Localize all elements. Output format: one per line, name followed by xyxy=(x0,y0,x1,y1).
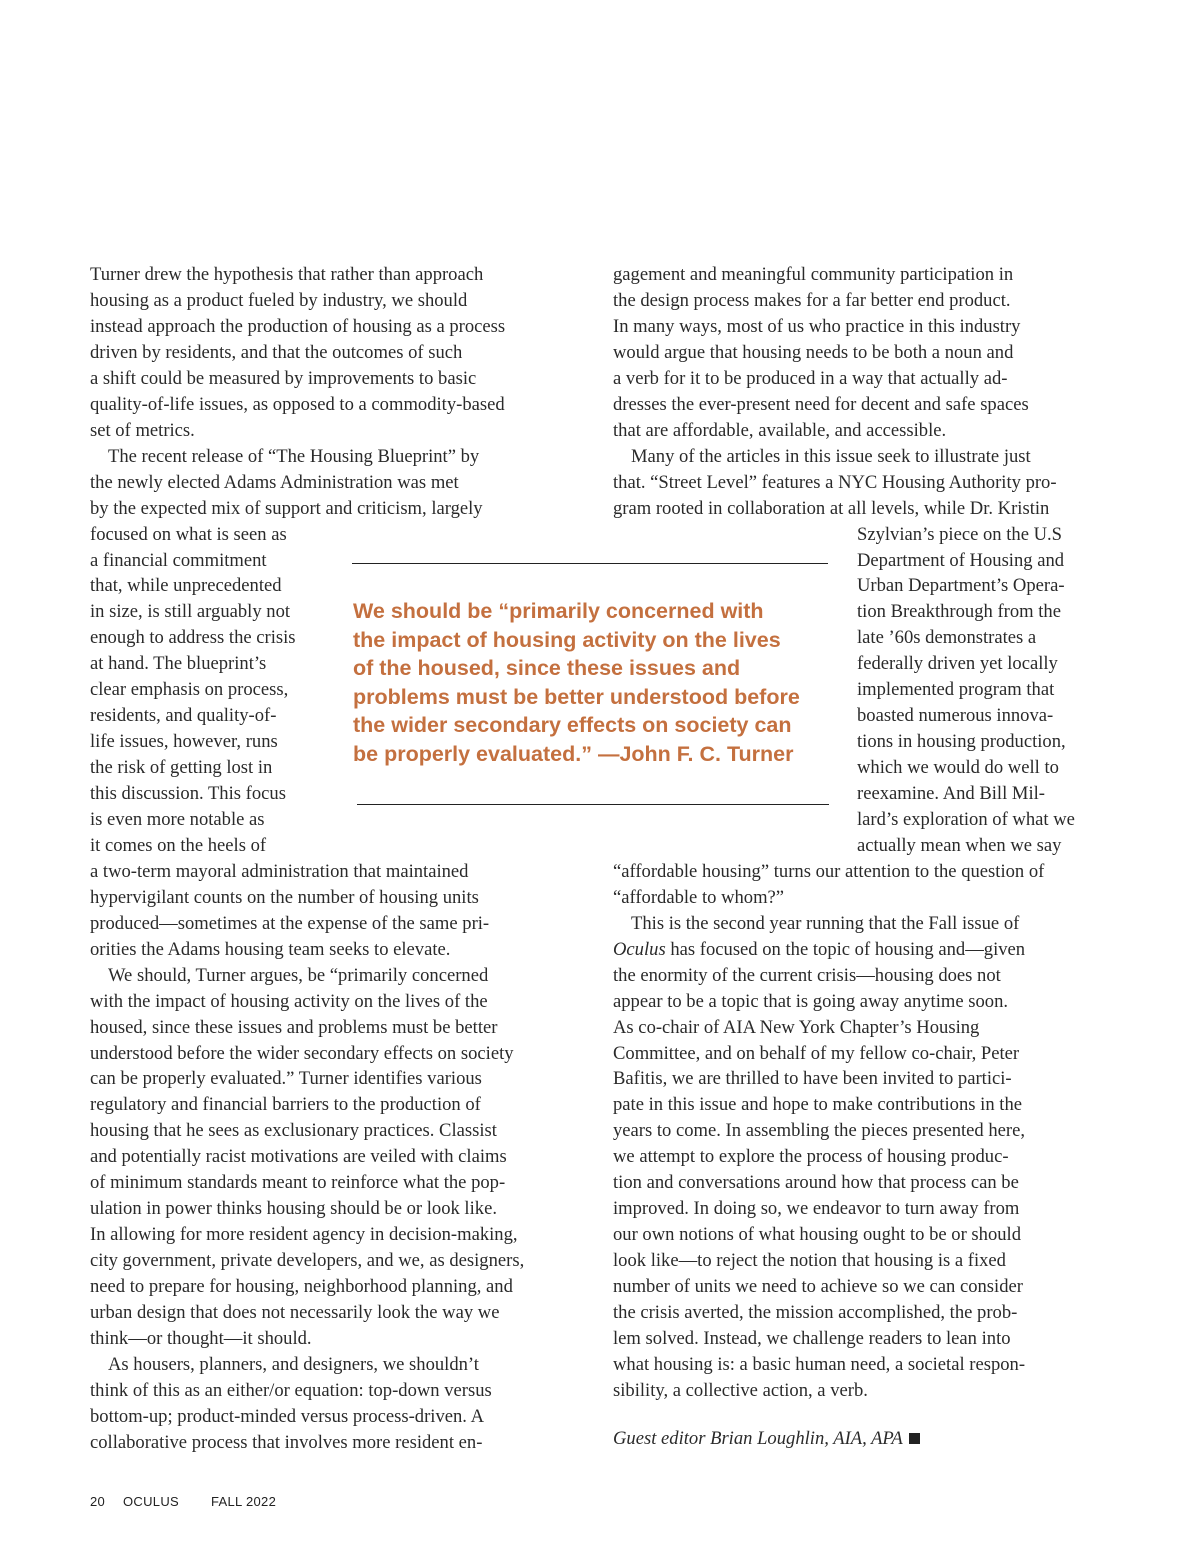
end-mark-icon xyxy=(909,1433,920,1444)
pull-quote-top-rule xyxy=(352,563,828,564)
editor-signature xyxy=(613,1426,920,1452)
text-line: it comes on the heels of xyxy=(90,834,267,856)
text-line: instead approach the production of housing as a process xyxy=(90,315,506,337)
text-line: driven by residents, and that the outcomes of such xyxy=(90,341,463,363)
text-line: Turner drew the hypothesis that rather than approach xyxy=(90,264,484,285)
text-line: years to come. In assembling the pieces presented here, xyxy=(613,1120,1026,1142)
text-line: quality-of-life issues, as opposed to a commodity-based xyxy=(90,393,505,415)
text-line: need to prepare for housing, neighborhood planning, and xyxy=(90,1276,513,1297)
text-line: by the expected mix of support and criticism, largely xyxy=(90,497,483,519)
text-line: look like—to reject the notion that housing is a fixed xyxy=(613,1250,1006,1272)
text-line: “affordable to whom?” xyxy=(613,886,785,908)
text-line: boasted numerous innova- xyxy=(857,705,1054,727)
pull-quote-line: the wider secondary effects on society can xyxy=(353,713,792,738)
text-line: This is the second year running that the Fall issue of xyxy=(631,912,1020,934)
text-line xyxy=(613,937,1025,963)
text-line: dresses the ever-present need for decent and safe spaces xyxy=(613,393,1029,415)
text-line: ulation in power thinks housing should be or look like. xyxy=(90,1198,497,1220)
text-line: Committee, and on behalf of my fellow co-chair, Peter xyxy=(613,1042,1020,1064)
text-line: improved. In doing so, we endeavor to turn away from xyxy=(613,1198,1020,1220)
pull-quote-line: problems must be better understood before xyxy=(353,684,800,709)
text-line: of minimum standards meant to reinforce what the pop- xyxy=(90,1172,506,1194)
text-line: We should, Turner argues, be “primarily concerned xyxy=(108,964,489,986)
text-line: tions in housing production, xyxy=(857,731,1066,753)
page-number: 20 xyxy=(90,1494,106,1509)
text-line: Bafitis, we are thrilled to have been invited to partici- xyxy=(613,1068,1012,1090)
text-line: clear emphasis on process, xyxy=(90,679,289,701)
text-line: pate in this issue and hope to make contributions in the xyxy=(613,1094,1022,1116)
text-line: think—or thought—it should. xyxy=(90,1328,312,1349)
text-line: the crisis averted, the mission accomplished, the prob- xyxy=(613,1302,1018,1323)
text-line: Urban Department’s Opera- xyxy=(857,575,1065,597)
pull-quote-line: the impact of housing activity on the lives xyxy=(353,627,781,652)
text-line: our own notions of what housing ought to be or should xyxy=(613,1224,1022,1246)
text-line: housed, since these issues and problems must be better xyxy=(90,1016,498,1038)
text-line: with the impact of housing activity on the lives of the xyxy=(90,990,488,1012)
text-line: lem solved. Instead, we challenge readers to lean into xyxy=(613,1328,1011,1349)
text-line: that are affordable, available, and accessible. xyxy=(613,419,947,441)
text-line: the enormity of the current crisis—housing does not xyxy=(613,964,1001,986)
text-line: a financial commitment xyxy=(90,549,267,571)
text-line: bottom-up; product-minded versus process-driven. A xyxy=(90,1405,485,1427)
text-line-rest: has focused on the topic of housing and—given xyxy=(670,938,1026,960)
text-line: In allowing for more resident agency in decision-making, xyxy=(90,1224,518,1246)
text-line: Szylvian’s piece on the U.S xyxy=(857,523,1063,545)
text-line: we attempt to explore the process of housing produc- xyxy=(613,1146,1009,1168)
text-line: what housing is: a basic human need, a societal respon- xyxy=(613,1353,1026,1375)
text-line: think of this as an either/or equation: top-down versus xyxy=(90,1379,492,1401)
text-line: in size, is still arguably not xyxy=(90,601,291,623)
issue-label: FALL 2022 xyxy=(211,1494,277,1509)
text-line: enough to address the crisis xyxy=(90,627,296,649)
text-line: understood before the wider secondary effects on society xyxy=(90,1042,514,1064)
pull-quote-line: We should be “primarily concerned with xyxy=(353,599,764,623)
text-line: that, while unprecedented xyxy=(90,575,282,597)
pull-quote-line: of the housed, since these issues and xyxy=(353,656,741,681)
text-line: regulatory and financial barriers to the production of xyxy=(90,1094,481,1116)
text-line: gagement and meaningful community participation in xyxy=(613,264,1014,285)
text-line: gram rooted in collaboration at all levels, while Dr. Kristin xyxy=(613,497,1050,519)
text-line: which we would do well to xyxy=(857,757,1059,778)
text-line: collaborative process that involves more resident en- xyxy=(90,1431,483,1453)
text-line: As co-chair of AIA New York Chapter’s Housing xyxy=(613,1016,980,1038)
text-line: this discussion. This focus xyxy=(90,783,286,804)
text-line: number of units we need to achieve so we can consider xyxy=(613,1276,1023,1297)
text-line: would argue that housing needs to be both a noun and xyxy=(613,341,1014,363)
text-line: housing as a product fueled by industry, we should xyxy=(90,289,468,311)
text-line: orities the Adams housing team seeks to elevate. xyxy=(90,938,451,960)
text-line: city government, private developers, and we, as designers, xyxy=(90,1250,525,1272)
text-line: and potentially racist motivations are veiled with claims xyxy=(90,1146,507,1168)
text-line: is even more notable as xyxy=(90,808,265,830)
text-line: hypervigilant counts on the number of housing units xyxy=(90,886,479,908)
text-line: implemented program that xyxy=(857,679,1055,701)
text-line: sibility, a collective action, a verb. xyxy=(613,1379,868,1401)
text-line: federally driven yet locally xyxy=(857,653,1058,675)
pull-quote-bottom-rule xyxy=(357,804,829,805)
text-line: life issues, however, runs xyxy=(90,731,278,753)
text-line: Department of Housing and xyxy=(857,549,1065,571)
text-line: late ’60s demonstrates a xyxy=(857,627,1037,649)
text-line: residents, and quality-of- xyxy=(90,705,277,727)
text-line: The recent release of “The Housing Blueprint” by xyxy=(108,445,480,467)
text-line: focused on what is seen as xyxy=(90,523,287,545)
text-line: set of metrics. xyxy=(90,419,195,441)
publication-name: OCULUS xyxy=(123,1494,179,1509)
text-line: that. “Street Level” features a NYC Housing Authority pro- xyxy=(613,471,1057,493)
text-line: produced—sometimes at the expense of the same pri- xyxy=(90,912,490,934)
text-line: actually mean when we say xyxy=(857,834,1062,856)
signature-text: Guest editor Brian Loughlin, AIA, APA xyxy=(613,1428,903,1449)
text-line: lard’s exploration of what we xyxy=(857,808,1075,830)
text-line: a two-term mayoral administration that maintained xyxy=(90,860,469,882)
magazine-title-italic: Oculus xyxy=(613,938,666,960)
text-line: urban design that does not necessarily look the way we xyxy=(90,1302,500,1323)
text-line: appear to be a topic that is going away anytime soon. xyxy=(613,990,1009,1012)
text-line: the design process makes for a far better end product. xyxy=(613,289,1011,311)
pull-quote-line: be properly evaluated.” —John F. C. Turner xyxy=(353,742,794,766)
text-line: a shift could be measured by improvements to basic xyxy=(90,367,477,389)
text-line: the newly elected Adams Administration was met xyxy=(90,471,459,493)
text-line: tion and conversations around how that process can be xyxy=(613,1172,1019,1194)
text-line: Many of the articles in this issue seek to illustrate just xyxy=(631,445,1031,467)
text-line: In many ways, most of us who practice in this industry xyxy=(613,315,1021,337)
text-line: housing that he sees as exclusionary practices. Classist xyxy=(90,1120,497,1142)
text-line: tion Breakthrough from the xyxy=(857,601,1061,623)
text-line: “affordable housing” turns our attention to the question of xyxy=(613,860,1045,882)
text-line: at hand. The blueprint’s xyxy=(90,653,267,675)
text-line: the risk of getting lost in xyxy=(90,757,273,778)
text-line: can be properly evaluated.” Turner identifies various xyxy=(90,1068,482,1090)
text-line: As housers, planners, and designers, we shouldn’t xyxy=(108,1353,479,1375)
text-line: reexamine. And Bill Mil- xyxy=(857,783,1045,804)
text-line: a verb for it to be produced in a way that actually ad- xyxy=(613,367,1008,389)
